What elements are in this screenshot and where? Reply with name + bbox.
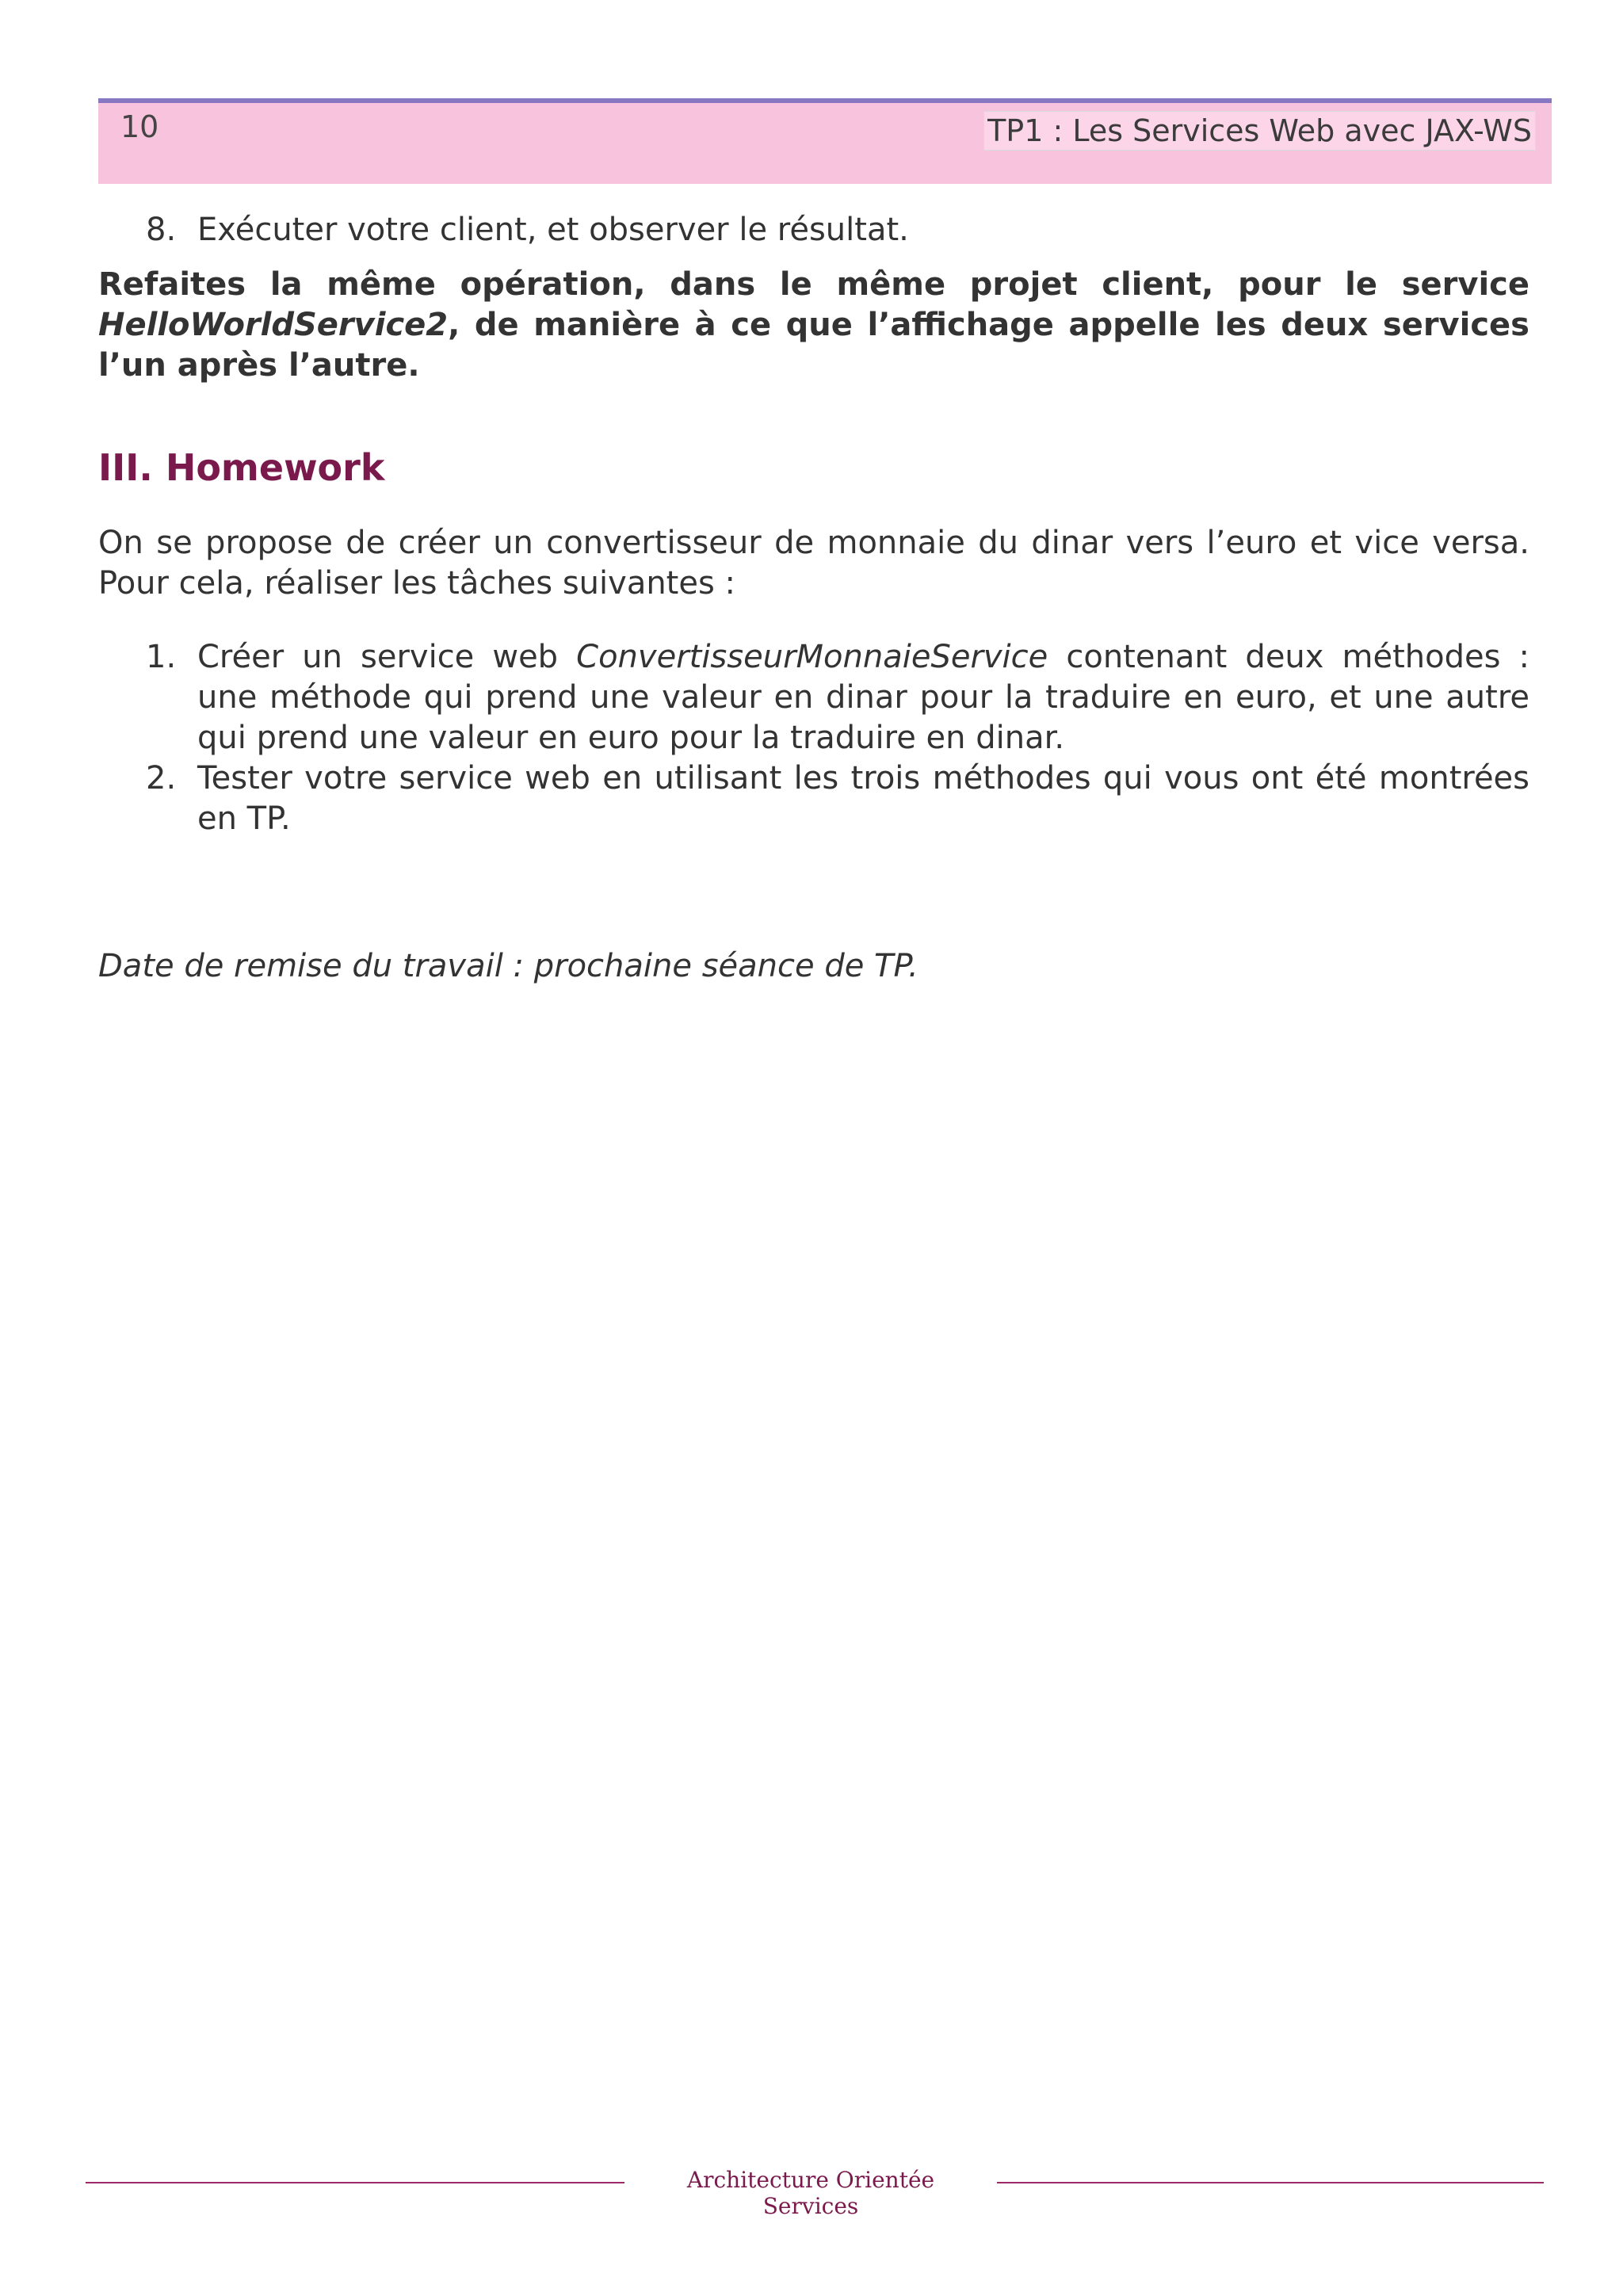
list-item-text: Tester votre service web en utilisant les trois méthodes qui vous ont été montrées en TP. (197, 760, 1529, 837)
page-footer (86, 2167, 1544, 2219)
footer-text: Architecture Orientée Services (686, 2167, 935, 2219)
page-number: 10 (120, 109, 159, 144)
instruction-text-1: Refaites la même opération, dans le même projet client, pour le service (98, 266, 1529, 303)
page-content (98, 210, 1529, 987)
page-header (98, 98, 1552, 184)
task-service-name: ConvertisseurMonnaieService (576, 639, 1048, 675)
list-item (98, 758, 1529, 839)
due-date: Date de remise du travail : prochaine séance de TP. (98, 948, 918, 984)
instruction-service-name: HelloWorldService2 (98, 307, 449, 343)
list-item-text: Exécuter votre client, et observer le résultat. (197, 212, 909, 248)
list-item-number: 2. (146, 760, 177, 797)
list-item-text: Créer un service web (197, 639, 577, 675)
list-item-text: contenant deux méthodes : une méthode qui prend une valeur en dinar pour la traduire en euro, et une autre qui prend une valeur en euro pour la traduire en dinar. (197, 639, 1529, 756)
section-heading: III. Homework (98, 446, 385, 489)
header-title: TP1 : Les Services Web avec JAX-WS (983, 111, 1536, 151)
list-item-number: 8. (146, 212, 177, 248)
footer-rule-left (86, 2182, 624, 2183)
list-item-number: 1. (146, 639, 177, 675)
instruction-paragraph (98, 265, 1529, 386)
list-item (98, 210, 1529, 250)
instruction-text-2: , de manière à ce que l’affichage appelle les deux services l’un après l’autre. (98, 307, 1529, 384)
task-list (98, 637, 1529, 839)
section-intro: On se propose de créer un convertisseur de monnaie du dinar vers l’euro et vice versa. Pour cela, réaliser les tâches suivantes : (98, 525, 1529, 602)
list-item (98, 637, 1529, 758)
footer-rule-right (997, 2182, 1544, 2183)
step-list (98, 210, 1529, 250)
